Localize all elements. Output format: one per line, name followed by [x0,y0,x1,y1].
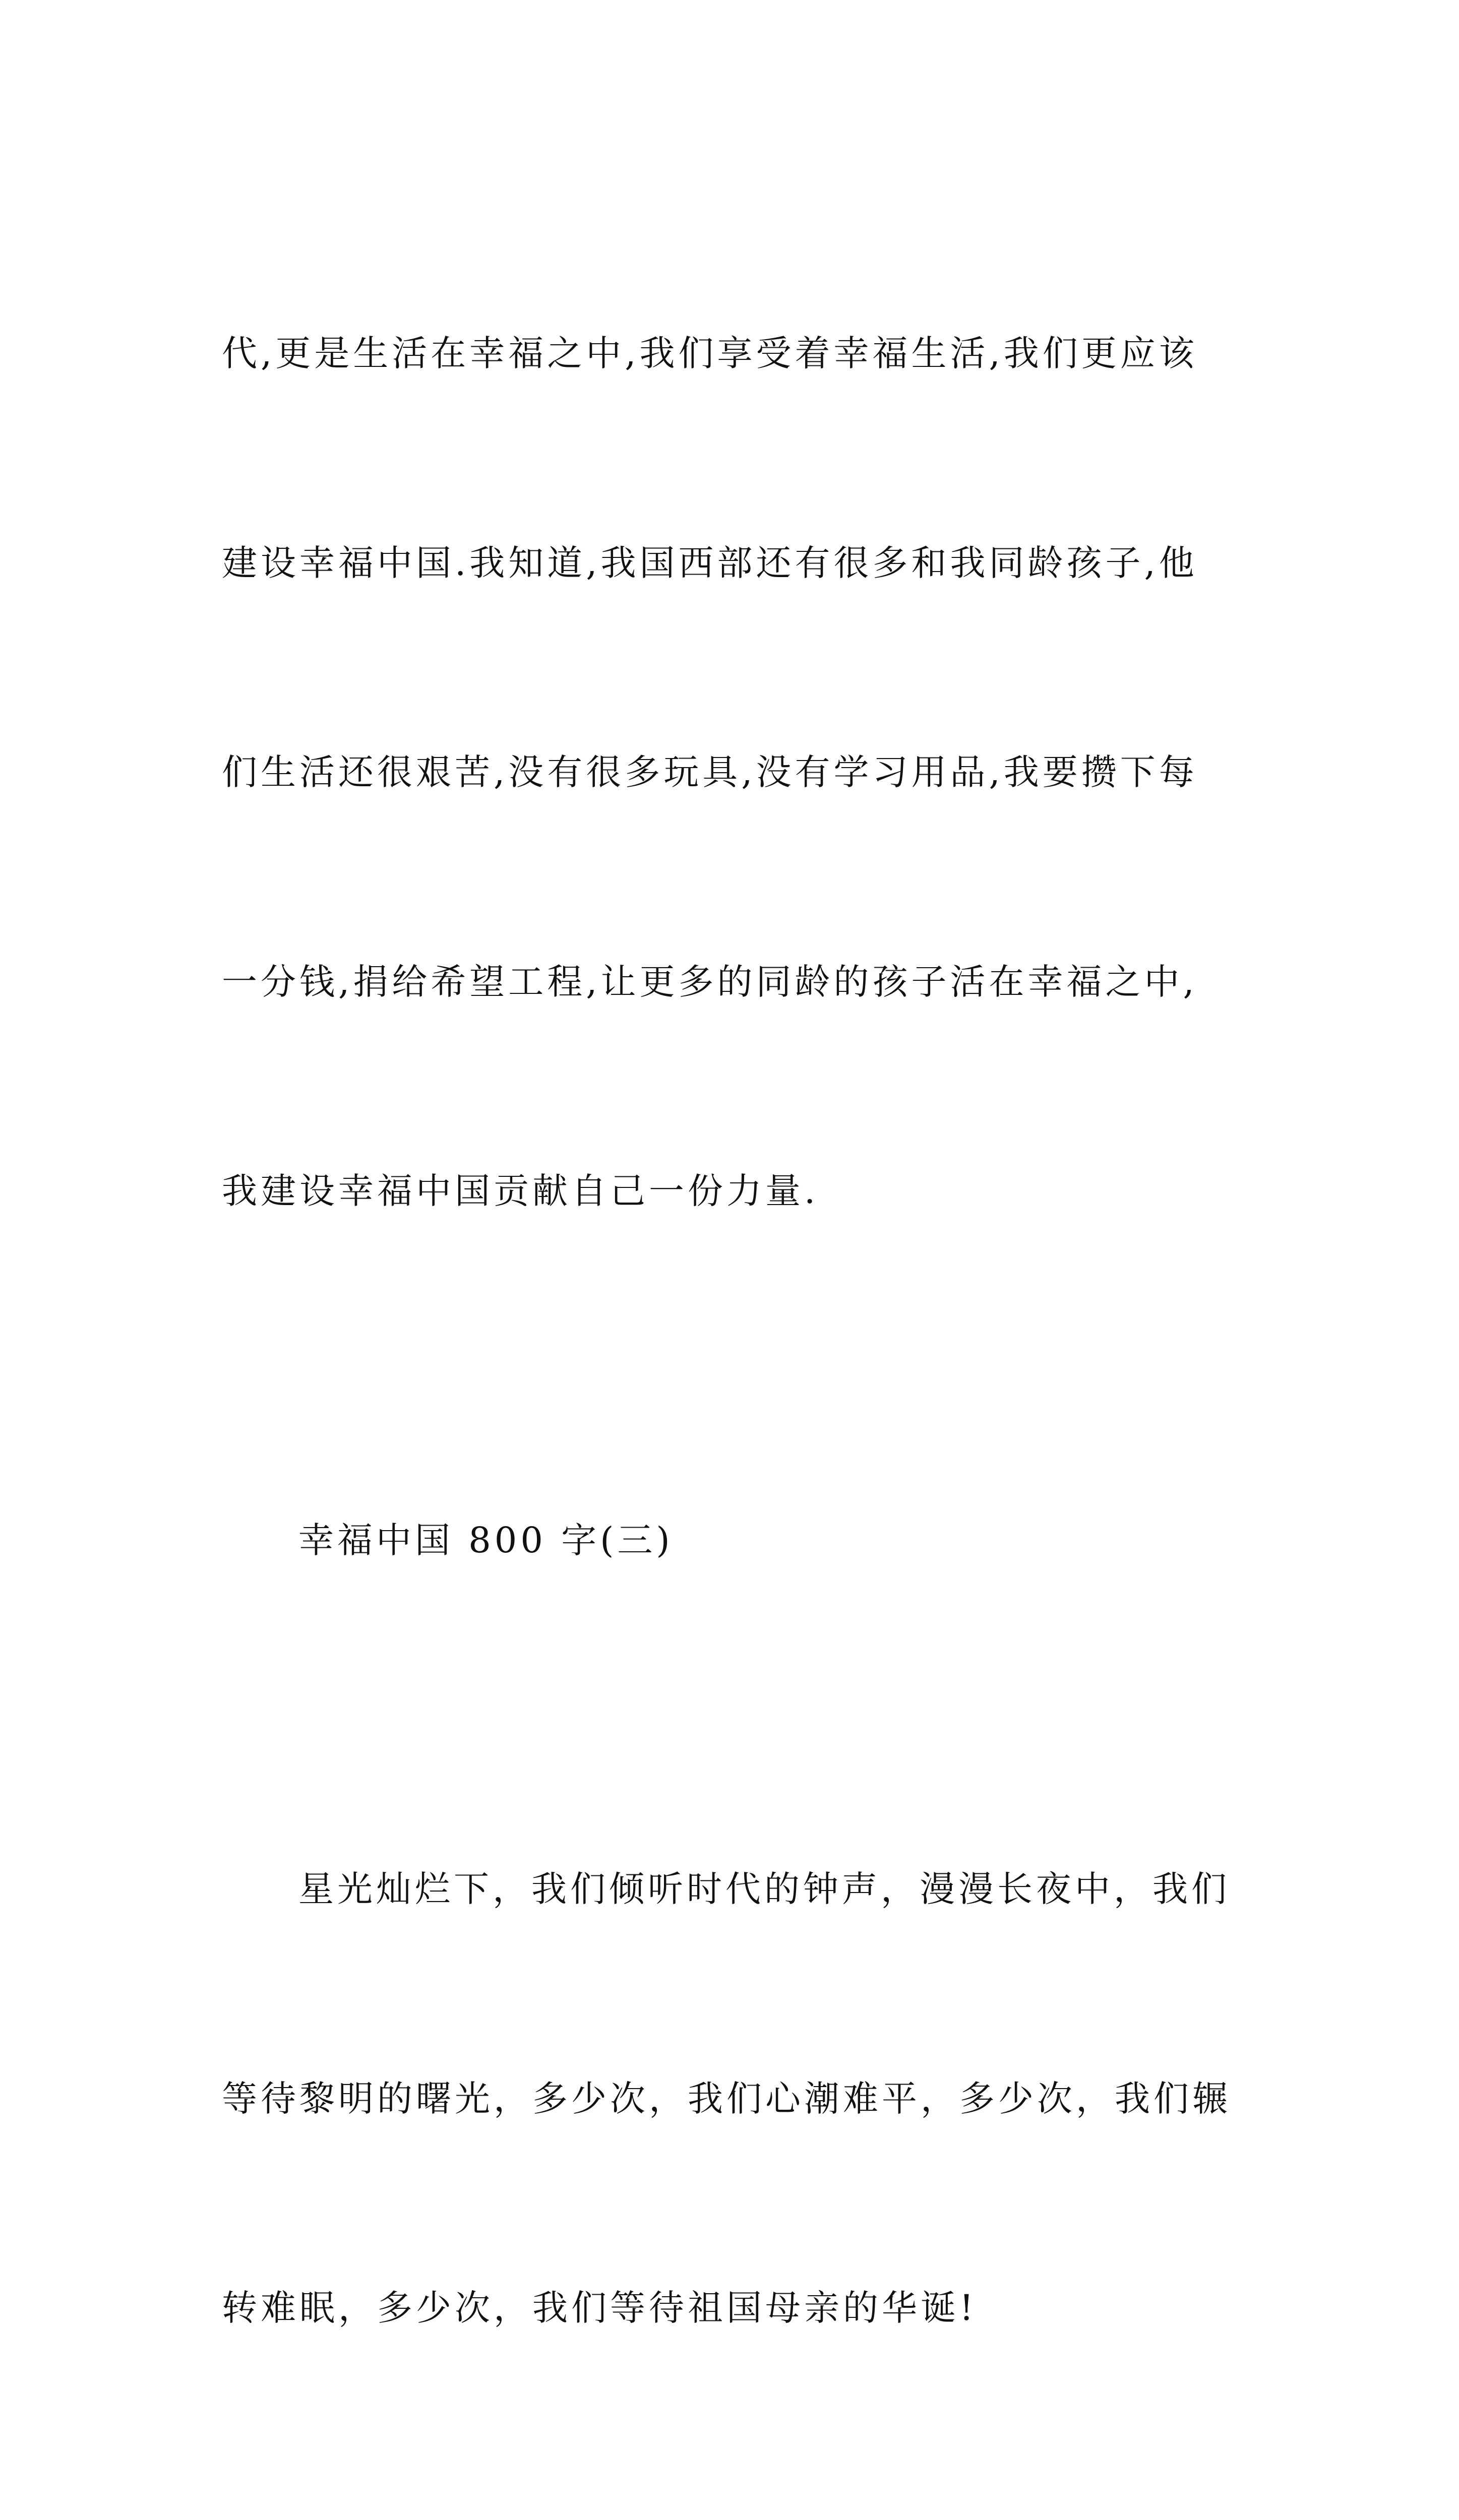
text-line: 我建设幸福中国贡献自己一份力量. [222,1156,1281,1226]
paragraph-3 [222,2483,1281,2520]
document-body [222,179,1281,2520]
text-line: 建设幸福中国.我知道,我国西部还有很多和我同龄孩子,他 [222,528,1281,598]
text-line: 们生活还很艰苦,没有很多玩具,没有学习用品,我要攒下每 [222,737,1281,807]
heading-line: 幸福中国 800 字(三) [222,1505,1281,1576]
text-line: 转难眠，多少次，我们等待祖国母亲的华诞! [222,2273,1281,2343]
text-line: 代,更是生活在幸福之中,我们享受着幸福生活,我们更应该 [222,319,1281,389]
paragraph-1 [222,179,1281,1366]
section-heading [222,1366,1281,1715]
text-line: 星光灿烂下，我们倾听时代的钟声，漫漫长夜中，我们 [222,1854,1281,1924]
text-line: 等待黎明的曙光，多少次，我们心潮难平，多少次，我们辗 [222,2064,1281,2134]
text-line: 一分钱,捐给希望工程,让更多的同龄的孩子活在幸福之中, [222,947,1281,1017]
paragraph-2 [222,1715,1281,2483]
